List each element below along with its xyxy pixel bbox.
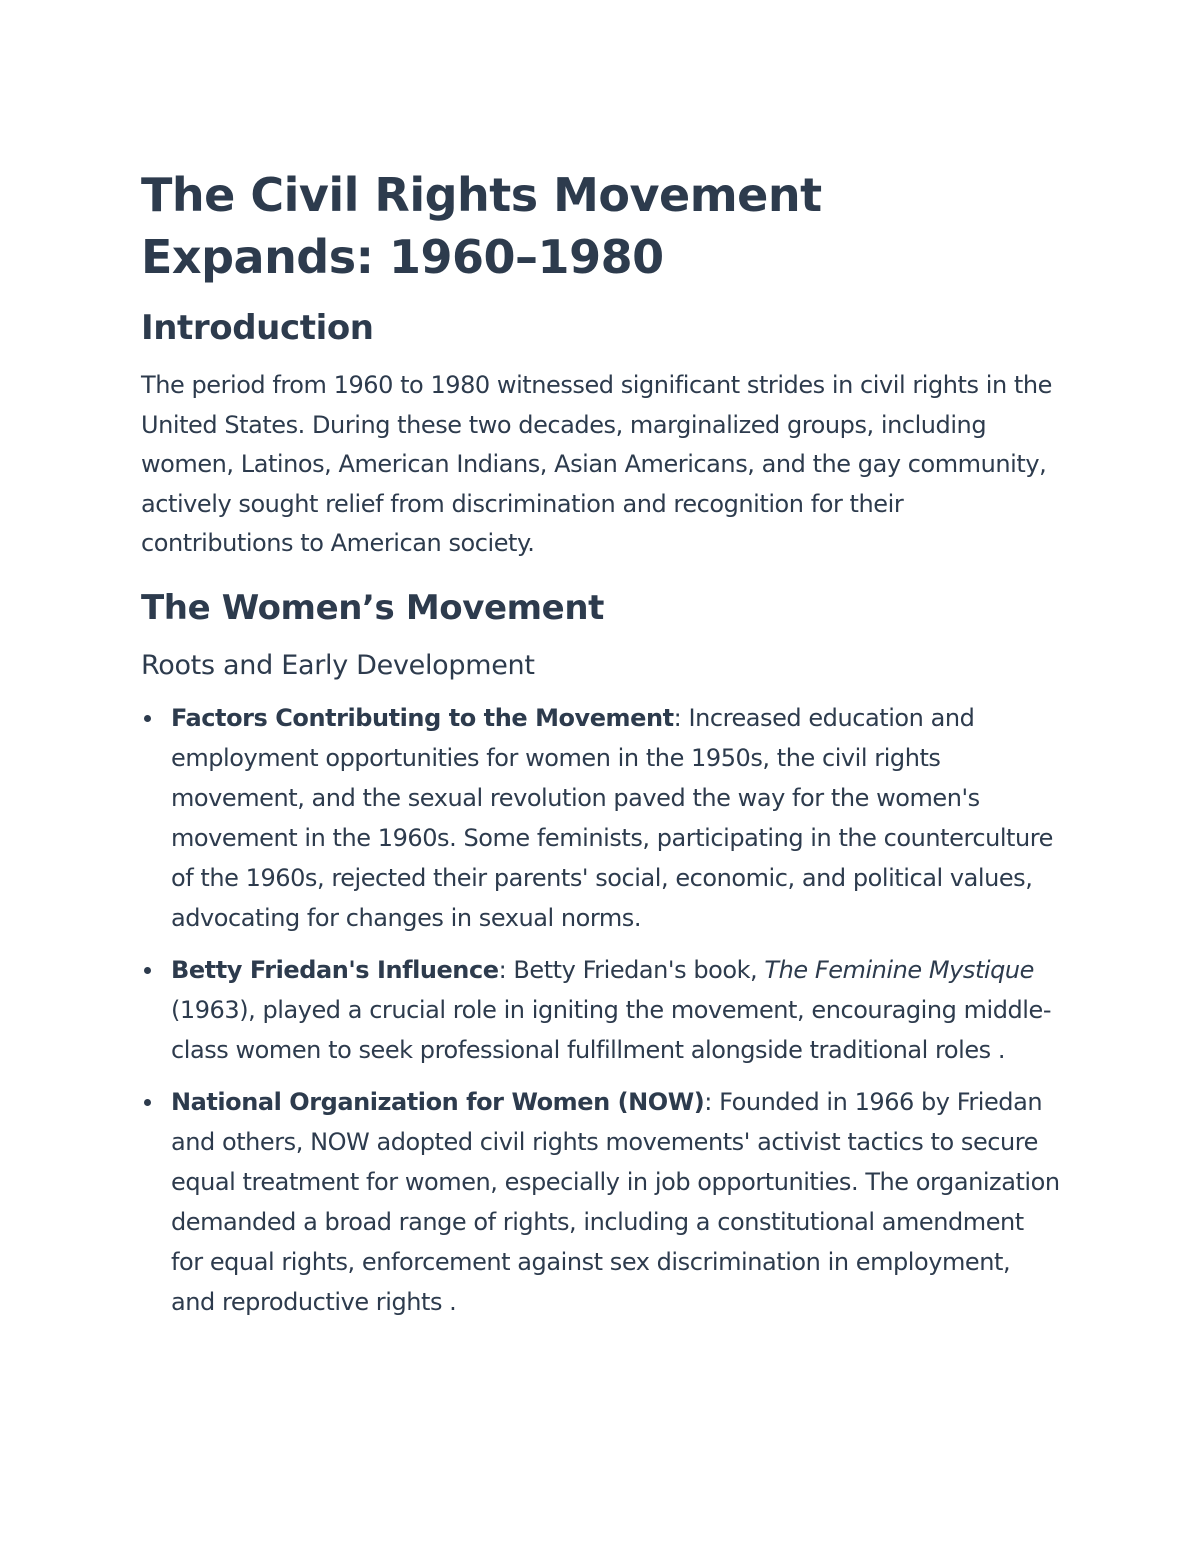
subsection-heading-roots: Roots and Early Development [141,649,535,681]
list-item-label: Betty Friedan's Influence [171,955,499,984]
list-item-text: Founded in 1966 by Friedan and others, NOW adopted civil rights movements' activist tactics to secure equal treatment for women, especially in job opportunities. The organization demanded a broad range of rights, including a constitutional amendment for equal rights, enforcement against sex discrimination in employment, and reproductive rights . [171,1087,1060,1316]
book-title: The Feminine Mystique [764,955,1034,984]
list-item-text: Increased education and employment opportunities for women in the 1950s, the civil rights movement, and the sexual revolution paved the way for the women's movement in the 1960s. Some feminists, participating in the counterculture of the 1960s, rejected their parents' social, economic, and political values, advocating for changes in sexual norms. [171,703,1053,932]
bullet-icon [144,715,151,722]
document-page [141,164,1061,1334]
list-item-separator: : [673,703,689,732]
list-item-text-continued: (1963), played a crucial role in igniting the movement, encouraging middle-class women to seek professional fulfillment alongside traditional roles . [171,995,1052,1064]
list-item-label: Factors Contributing to the Movement [171,703,674,732]
list-item [141,1082,1061,1322]
page-title: The Civil Rights Movement Expands: 1960–1980 [141,168,822,284]
list-item [141,698,1061,938]
section-heading-womens-movement: The Women’s Movement [141,587,604,628]
introduction-paragraph: The period from 1960 to 1980 witnessed significant strides in civil rights in the United States. During these two decades, marginalized groups, including women, Latinos, American Indians, Asian Americans, and the gay community, actively sought relief from discrimination and recognition for their contributions to American society. [141,371,1052,557]
list-item-separator: : [704,1087,720,1116]
bullet-icon [144,967,151,974]
list-item-label: National Organization for Women (NOW) [171,1087,705,1116]
section-heading-introduction: Introduction [141,308,374,348]
list-item-separator: : [498,955,514,984]
bullet-list [141,698,1061,1322]
bullet-icon [144,1099,151,1106]
list-item [141,950,1061,1070]
list-item-text: Betty Friedan's book, [513,955,765,984]
